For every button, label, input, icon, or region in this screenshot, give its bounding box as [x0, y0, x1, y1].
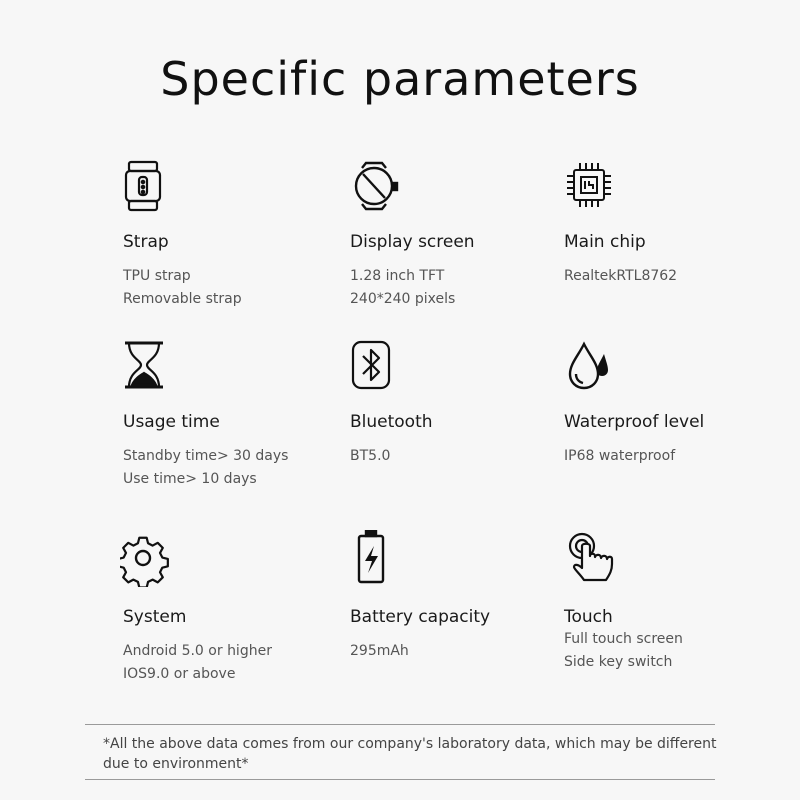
param-detail: Standby time> 30 days Use time> 10 days [123, 448, 289, 487]
gear-icon [120, 535, 172, 587]
watch-strap-icon [123, 160, 175, 212]
touch-hand-icon [566, 532, 624, 586]
bluetooth-icon [350, 340, 402, 392]
param-detail: TPU strap Removable strap [123, 268, 242, 307]
param-detail: 1.28 inch TFT 240*240 pixels [350, 268, 456, 307]
param-detail: BT5.0 [350, 448, 391, 464]
param-label: Display screen [350, 232, 475, 252]
param-label: Strap [123, 232, 169, 252]
watch-face-icon [350, 160, 402, 212]
param-detail: Full touch screen Side key switch [564, 631, 683, 670]
param-detail: 295mAh [350, 643, 409, 659]
battery-icon [350, 530, 402, 586]
param-label: Battery capacity [350, 607, 491, 627]
param-label: Main chip [564, 232, 646, 252]
param-label: Waterproof level [564, 412, 705, 432]
hourglass-icon [123, 340, 175, 392]
page-title: Specific parameters [160, 52, 640, 106]
param-detail: RealtekRTL8762 [564, 268, 678, 284]
footnote: *All the above data comes from our company's laboratory data, which may be different due to environment* [103, 736, 717, 772]
param-label: Touch [564, 607, 613, 627]
bottom-divider [85, 779, 715, 780]
param-label: Usage time [123, 412, 220, 432]
param-label: System [123, 607, 187, 627]
top-divider [85, 724, 715, 725]
water-drop-icon [564, 340, 616, 392]
chip-icon [564, 160, 616, 212]
param-detail: Android 5.0 or higher IOS9.0 or above [123, 643, 272, 682]
param-label: Bluetooth [350, 412, 433, 432]
param-detail: IP68 waterproof [564, 448, 676, 464]
